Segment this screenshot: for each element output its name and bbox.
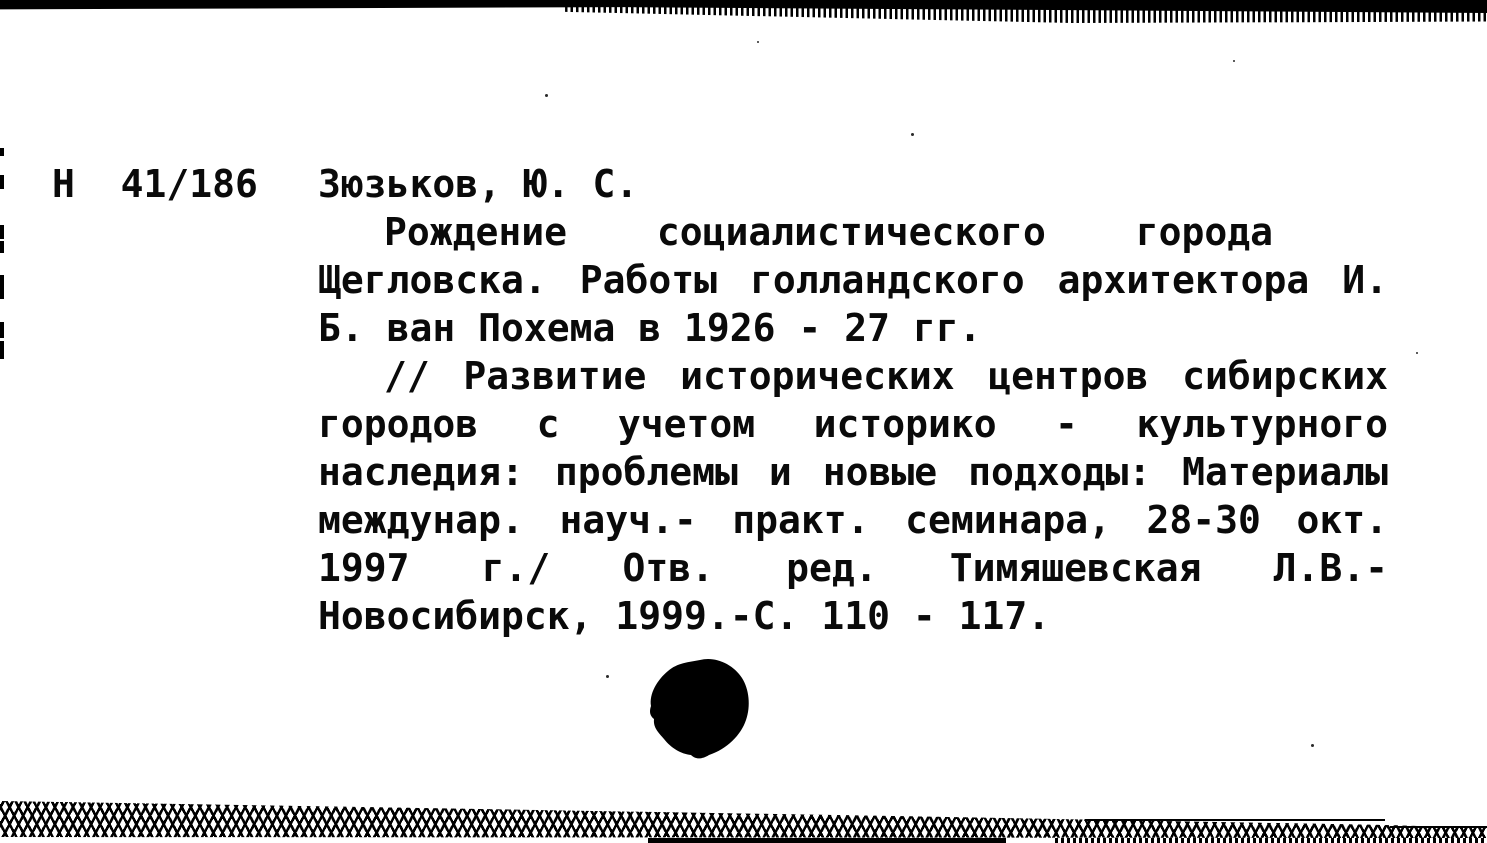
scan-top-edge [0, 0, 1487, 26]
title-line-1: Рождение социалистического города [384, 210, 1273, 254]
scan-top-edge-texture [565, 5, 1487, 23]
source-line-3: наследия: проблемы и новые подходы: Материалы [318, 450, 1388, 494]
left-edge-mark [0, 175, 4, 189]
title-line-3: Б. ван Похема в 1926 - 27 гг. [318, 306, 982, 350]
title-line-2: Щегловска. Работы голландского архитектора И. [318, 258, 1388, 302]
left-edge-mark [0, 275, 4, 299]
dust-speck [1416, 352, 1418, 354]
card-text [318, 160, 1388, 640]
bottom-edge-texture [1055, 838, 1487, 843]
dust-speck [911, 133, 914, 136]
left-edge-mark [0, 241, 4, 253]
scan-bottom-hatch [0, 793, 1487, 843]
source-line-6: Новосибирск, 1999.-С. 110 - 117. [318, 594, 1051, 638]
left-edge-mark [0, 148, 4, 156]
dust-speck [545, 94, 548, 97]
source-line-5: 1997 г./ Отв. ред. Тимяшевская Л.В.- [318, 546, 1388, 590]
dust-speck [1233, 60, 1235, 62]
scan-line-artifact [1085, 819, 1385, 821]
dust-speck [606, 675, 609, 678]
left-edge-mark [0, 225, 4, 239]
source-line-4: междунар. науч.- практ. семинара, 28-30 окт. [318, 498, 1388, 542]
source-line-1: // Развитие исторических центров сибирских [384, 354, 1388, 398]
left-edge-mark [0, 322, 4, 338]
call-number: Н 41/186 [52, 162, 258, 206]
source-line-2: городов с учетом историко - культурного [318, 402, 1388, 446]
left-edge-mark [0, 341, 4, 359]
dust-speck [1311, 744, 1314, 747]
bottom-edge-mark [648, 838, 1006, 843]
ink-blot [645, 656, 757, 766]
crosshatch-texture [0, 793, 1487, 843]
scan-line-artifact [1390, 826, 1487, 828]
dust-speck [757, 41, 759, 43]
author: Зюзьков, Ю. С. [318, 162, 639, 206]
